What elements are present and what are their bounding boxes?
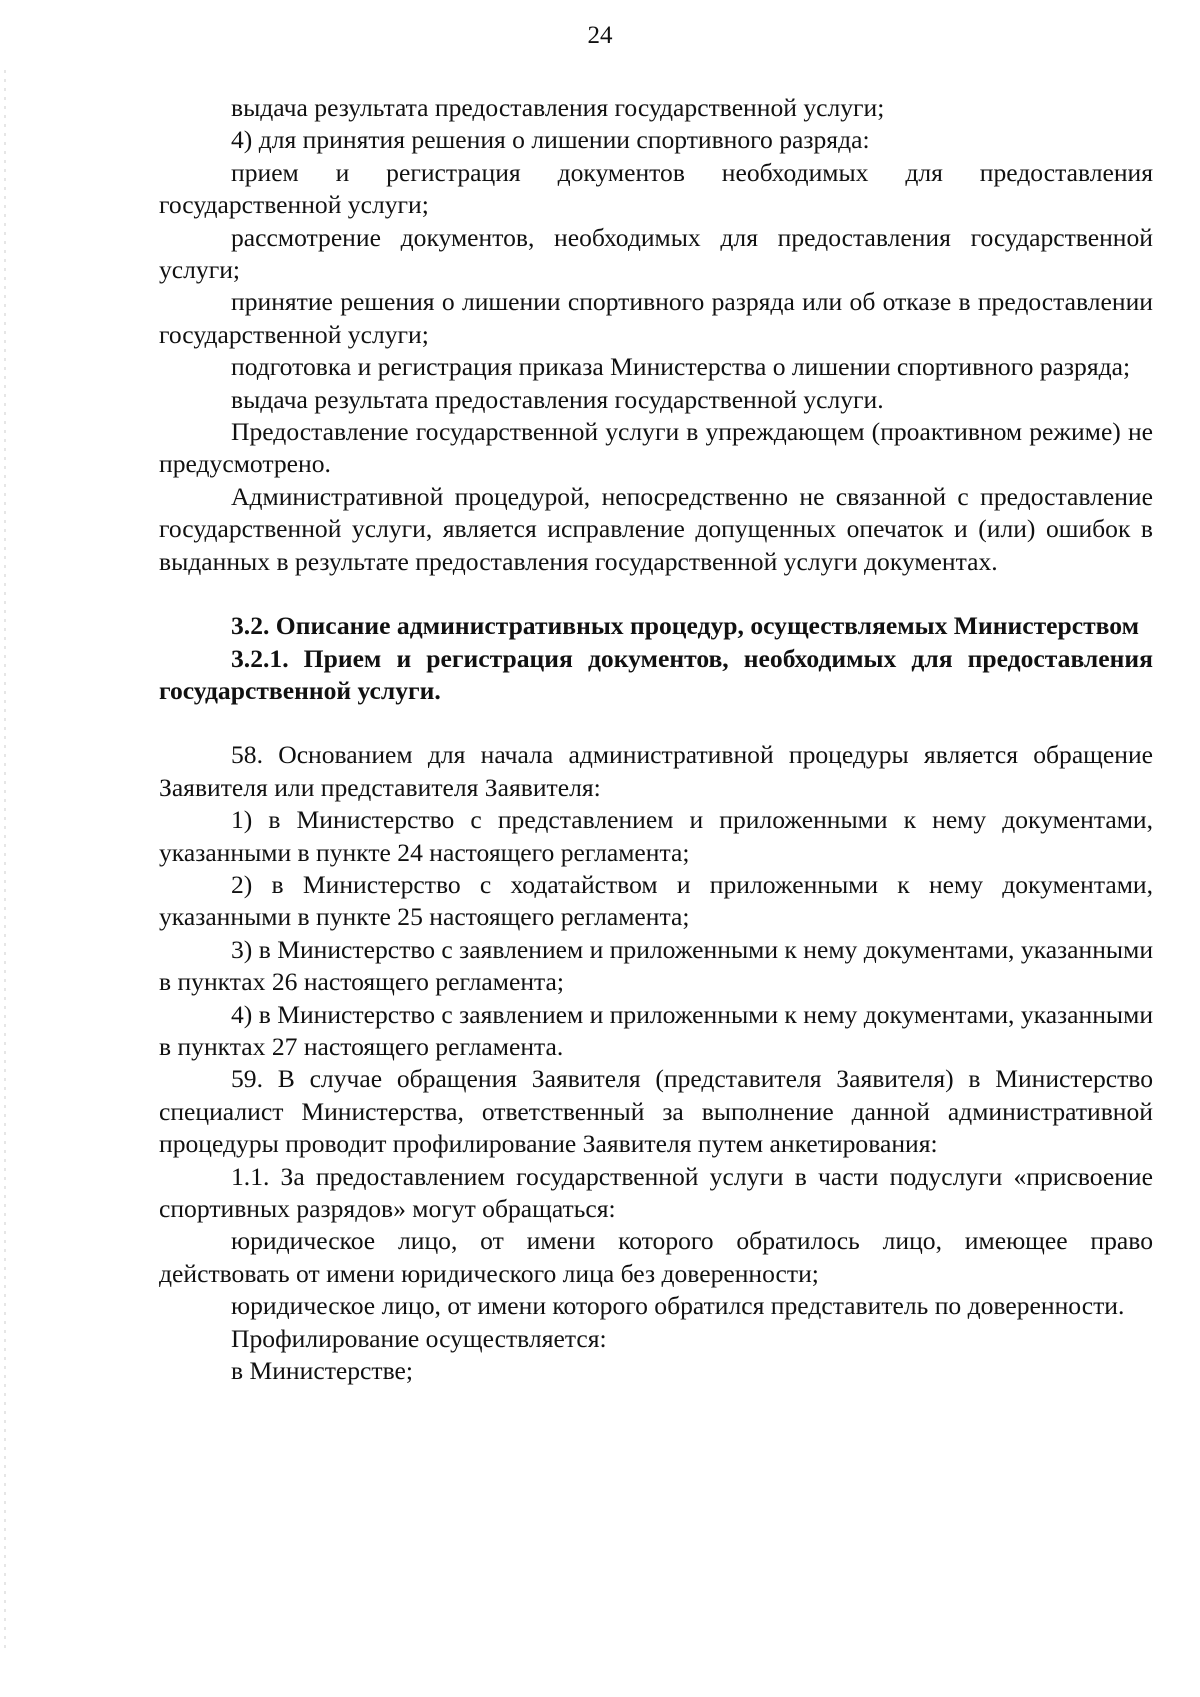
paragraph: 59. В случае обращения Заявителя (представителя Заявителя) в Министерство специалист Министерства, ответственный за выполнение данной административной процедуры проводит профилирование Заявителя путем анкетирования: [159, 1064, 1153, 1159]
paragraph: Административной процедурой, непосредственно не связанной с предоставление государственной услуги, является исправление допущенных опечаток и (или) ошибок в выданных в результате предоставления государственной услуги документах. [159, 481, 1153, 576]
scan-edge [4, 70, 6, 1650]
paragraph: 1) в Министерство с представлением и приложенными к нему документами, указанными в пункте 24 настоящего регламента; [159, 805, 1153, 867]
paragraph: юридическое лицо, от имени которого обратилось лицо, имеющее право действовать от имени юридического лица без доверенности; [159, 1226, 1153, 1288]
paragraph: Предоставление государственной услуги в упреждающем (проактивном режиме) не предусмотрено. [159, 417, 1153, 479]
paragraph: подготовка и регистрация приказа Министерства о лишении спортивного разряда; [231, 352, 1131, 382]
paragraph: 1.1. За предоставлением государственной услуги в части подуслуги «присвоение спортивных разрядов» могут обращаться: [159, 1161, 1153, 1223]
subsection-heading: 3.2.1. Прием и регистрация документов, необходимых для предоставления государственной услуги. [159, 643, 1153, 705]
paragraph: выдача результата предоставления государственной услуги; [231, 93, 885, 122]
paragraph: 2) в Министерство с ходатайством и приложенными к нему документами, указанными в пункте 25 настоящего регламента; [159, 869, 1153, 932]
section-heading: 3.2. Описание административных процедур, осуществляемых Министерством [231, 611, 1140, 641]
paragraph: принятие решения о лишении спортивного разряда или об отказе в предоставлении государственной услуги; [159, 287, 1153, 349]
paragraph: 4) для принятия решения о лишении спортивного разряда: [231, 125, 870, 155]
paragraph: рассмотрение документов, необходимых для предоставления государственной услуги; [159, 222, 1153, 285]
paragraph: Профилирование осуществляется: [231, 1323, 607, 1353]
paragraph: в Министерстве; [231, 1356, 413, 1386]
spacer [159, 707, 1153, 739]
paragraph: 3) в Министерство с заявлением и приложенными к нему документами, указанными в пунктах 26 настоящего регламента; [159, 934, 1154, 997]
paragraph: 4) в Министерство с заявлением и приложенными к нему документами, указанными в пунктах 27 настоящего регламента. [159, 999, 1154, 1061]
paragraph: прием и регистрация документов необходимых для предоставления государственной услуги; [159, 157, 1153, 220]
paragraph: выдача результата предоставления государственной услуги. [231, 384, 884, 414]
paragraph: 58. Основанием для начала административной процедуры является обращение Заявителя или представителя Заявителя: [159, 740, 1153, 802]
spacer [159, 578, 1153, 610]
paragraph: юридическое лицо, от имени которого обратился представитель по доверенности. [231, 1291, 1125, 1321]
document-body [159, 92, 1153, 1387]
page-number: 24 [587, 22, 613, 49]
